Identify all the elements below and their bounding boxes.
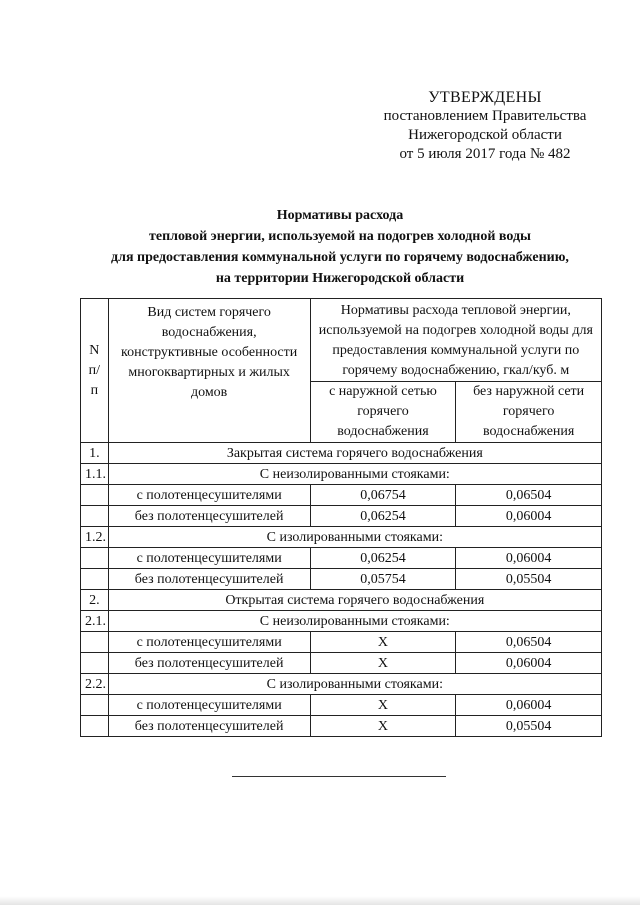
table-row (81, 569, 602, 590)
table-row (81, 716, 602, 737)
row-number-empty (81, 506, 109, 527)
row-number: 2. (81, 590, 109, 611)
table-body (81, 443, 602, 737)
approval-line-3: от 5 июля 2017 года № 482 (399, 146, 571, 162)
subsection-title: С неизолированными стояками: (108, 611, 601, 632)
value-without-network: 0,06004 (456, 506, 602, 527)
header-with-external-network: с наружной сетью горячего водоснабжения (310, 382, 456, 443)
value-without-network: 0,06004 (456, 695, 602, 716)
value-without-network: 0,06504 (456, 632, 602, 653)
row-label: с полотенцесушителями (108, 548, 310, 569)
row-number-empty (81, 653, 109, 674)
value-with-network: 0,05754 (310, 569, 456, 590)
row-label: без полотенцесушителей (108, 716, 310, 737)
header-norm-group: Нормативы расхода тепловой энергии, используемой на подогрев холодной воды для предоставления коммунальной услуги по горячему водоснабжению, гкал/куб. м (310, 299, 601, 382)
value-without-network: 0,06504 (456, 485, 602, 506)
section-title: Закрытая система горячего водоснабжения (108, 443, 601, 464)
value-with-network: Х (310, 695, 456, 716)
header-number: N п/п (81, 299, 109, 443)
header-without-external-network: без наружной сети горячего водоснабжения (456, 382, 602, 443)
row-number-empty (81, 548, 109, 569)
value-with-network: 0,06754 (310, 485, 456, 506)
table-row (81, 590, 602, 611)
header-system-type: Вид систем горячего водоснабжения, конструктивные особенности многоквартирных и жилых домов (108, 299, 310, 443)
norms-table (80, 298, 602, 737)
table-row (81, 695, 602, 716)
table-row (81, 506, 602, 527)
value-with-network: Х (310, 632, 456, 653)
title-line-3: для предоставления коммунальной услуги по горячему водоснабжению, (111, 250, 569, 265)
table-row (81, 443, 602, 464)
value-without-network: 0,06004 (456, 653, 602, 674)
row-number-empty (81, 716, 109, 737)
row-number: 1.2. (81, 527, 109, 548)
value-with-network: 0,06254 (310, 506, 456, 527)
value-without-network: 0,05504 (456, 569, 602, 590)
value-without-network: 0,05504 (456, 716, 602, 737)
scan-bottom-edge (0, 896, 640, 905)
subsection-title: С неизолированными стояками: (108, 464, 601, 485)
row-number-empty (81, 569, 109, 590)
row-number: 2.1. (81, 611, 109, 632)
subsection-title: С изолированными стояками: (108, 527, 601, 548)
closing-divider (232, 776, 446, 777)
value-with-network: 0,06254 (310, 548, 456, 569)
table-row (81, 464, 602, 485)
table-row (81, 485, 602, 506)
row-number: 2.2. (81, 674, 109, 695)
row-label: без полотенцесушителей (108, 506, 310, 527)
row-label: с полотенцесушителями (108, 695, 310, 716)
row-number: 1. (81, 443, 109, 464)
section-title: Открытая система горячего водоснабжения (108, 590, 601, 611)
title-line-2: тепловой энергии, используемой на подогрев холодной воды (148, 229, 531, 244)
document-title (60, 205, 620, 289)
title-line-1: Нормативы расхода (276, 208, 404, 223)
row-number-empty (81, 485, 109, 506)
subsection-title: С изолированными стояками: (108, 674, 601, 695)
table-row (81, 527, 602, 548)
row-label: без полотенцесушителей (108, 653, 310, 674)
title-line-4: на территории Нижегородской области (215, 271, 465, 286)
table-row (81, 632, 602, 653)
value-with-network: Х (310, 716, 456, 737)
row-label: с полотенцесушителями (108, 632, 310, 653)
approval-line-1: постановлением Правительства (383, 108, 587, 124)
row-number-empty (81, 632, 109, 653)
row-number: 1.1. (81, 464, 109, 485)
row-label: с полотенцесушителями (108, 485, 310, 506)
value-with-network: Х (310, 653, 456, 674)
row-label: без полотенцесушителей (108, 569, 310, 590)
table-header (81, 299, 602, 443)
approval-line-2: Нижегородской области (408, 127, 562, 143)
table-row (81, 674, 602, 695)
approval-heading: УТВЕРЖДЕНЫ (428, 89, 542, 106)
row-number-empty (81, 695, 109, 716)
value-without-network: 0,06004 (456, 548, 602, 569)
approval-block (360, 88, 610, 164)
table-row (81, 548, 602, 569)
table-row (81, 653, 602, 674)
table-row (81, 611, 602, 632)
